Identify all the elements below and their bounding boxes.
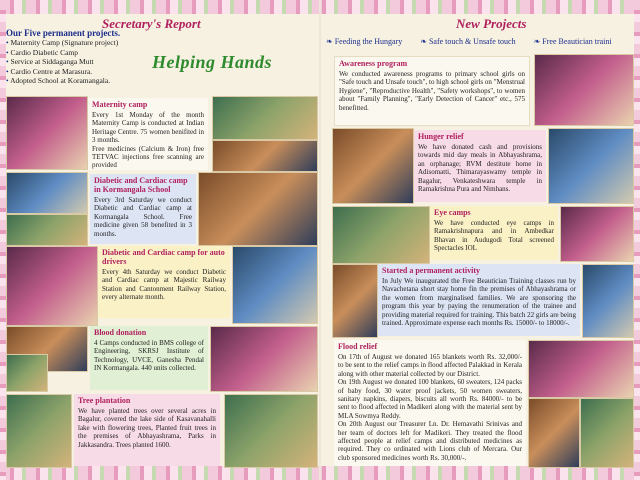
flood-relief-photo-1 [528,340,634,398]
block-text: We have conducted eye camps in Ramakrishnapura and in Ambedkar Bhavan in Audugodi Total screened Spectacles IOL [434,219,554,253]
awareness-program-block [334,56,530,126]
helping-hands-heading: Helping Hands [152,52,273,72]
tree-plantation-block [74,394,220,466]
blood-donation-block [90,326,208,390]
page-fold [319,0,321,480]
right-page [322,14,634,466]
list-item: • Service at Siddaganga Mutt [6,57,118,67]
maternity-photo-3 [212,140,318,172]
blood-donation-photo-2 [6,354,48,392]
block-text: We have donated cash and provisions towards mid day meals in Abhayashrama, an orphanage; RVM destitute home in Adisomatti, Thimarayaswamy temple in Bagalur, Venkateshwara temple in Ramakrishna Pura and Nimhans. [418,143,542,194]
floral-border-right [634,0,640,480]
tree-plantation-photo-1 [6,394,72,468]
block-text: On 17th of August we donated 165 blankets worth Rs. 32,000/- to be sent to the relief camps in flood affected Palakkad in Kerala along with other material collected by our District. On 19th August we donated 100 blankets, 60 sweaters, 124 packs of baby food, 30 water proof jackets, 50 women sweaters, sanitary napkins, diapers, biscuits all worth Rs. 84000/- to be sent to flood affected in Madikeri along with the material sent by MLA Sowmya Reddy. On 20th August our Treasurer Ln. Dr. Hemavathi Srinivas and her team of doctors left for Madikeri. They treated the flood affected people at relief camps and distributed medicines as required. They co ordinated with Lions club of Mercara. Our club sponsored medicines worth Rs. 30,000/-. [338,353,522,462]
hunger-relief-photo-1 [332,128,414,204]
block-text: We have planted trees over several acres in Bagalur, covered the lake side of Kasavanahalli lake with flowering trees, Planted fruit trees in the premises of Abhayashrama, Parks in Jakkasandra. Trees planted 1600. [78,407,216,449]
tree-plantation-photo-2 [224,394,318,468]
block-title: Diabetic and Cardiac camp in Kormangala School [94,176,188,194]
eye-camps-photo-2 [560,206,634,262]
kormangala-photo-2 [6,214,88,246]
block-text: Every 3rd Saturday we conduct Diabetic and Cardiac camp at Kormangala School. Free medicine given 58 benefited in 3 months. [94,196,192,238]
beautician-photo-1 [332,264,378,338]
secretary-report-title: Secretary's Report [102,16,201,31]
auto-drivers-camp-block [98,246,230,318]
block-title: Started a permanent activity [382,266,480,275]
block-title: Flood relief [338,342,378,351]
eye-camps-block [430,206,558,260]
block-text: Every 1st Monday of the month Maternity Camp is conducted at Indian Heritage Centre. 75 women benifited in 3 months. Free medicines (Calcium & Iron) free TETVAC injections free scanning are provided [92,111,204,170]
list-item: ❧ Free Beautician traini [533,37,612,46]
auto-drivers-photo-2 [232,246,318,324]
auto-drivers-photo-1 [6,246,98,326]
block-title: Hunger relief [418,132,464,141]
block-title: Maternity camp [92,100,148,109]
beautician-photo-2 [582,264,634,338]
list-item: • Cardio Diabetic Camp [6,48,118,58]
kormangala-camp-block [90,174,196,244]
block-text: 4 Camps conducted in BMS college of Engineering, SKRSJ Institute of Technology, UVCE, Ganesha Pendal IN Kormangala. 440 units collected. [94,339,204,373]
flood-relief-block [334,340,526,466]
list-item: ❧ Safe touch & Unsafe touch [420,37,516,46]
new-projects-title: New Projects [456,16,527,31]
list-item: ❧ Feeding the Hungary [326,37,403,46]
block-text: In July We inaugurated the Free Beautician Training classes run by Navachetana short stay home fin the premises of Abhayashrama or the women from marginalised families. We are sponsoring the program this year by paying the renumeration of the trainee and providing material required for training. This batch 22 girls are being trained. Approximate expense each months Rs. 15000/- to 18000/-. [382,277,576,328]
awareness-photo [534,54,634,126]
left-page [6,14,318,466]
eye-camps-photo-1 [332,206,430,264]
maternity-camp-block [88,98,208,170]
new-projects-list [326,37,628,46]
kormangala-photo-1 [6,172,88,214]
hunger-relief-block [414,130,546,202]
flood-relief-photo-3 [580,398,634,468]
block-text: Every 4th Saturday we conduct Diabetic and Cardiac camp at Majestic Railway Station and Cantonment Railway Station, every alternate month. [102,268,226,302]
list-item: • Maternity Camp (Signature project) [6,38,118,48]
hunger-relief-photo-2 [548,128,634,204]
block-title: Eye camps [434,208,471,217]
flood-relief-photo-2 [528,398,580,468]
block-title: Tree plantation [78,396,131,405]
block-text: We conducted awareness programs to primary school girls on "Safe touch and Unsafe touch", to high school girls on "Menstrual Hygiene", "Reproductive Health", "Safety workshops", to women about "Family Planning", "Early Detection of Cancer" etc., 575 benefitted. [339,70,525,112]
maternity-photo-1 [6,96,88,170]
block-title: Blood donation [94,328,147,337]
kormangala-photo-3 [198,172,318,246]
permanent-projects-title: Our Five permanent projects. [6,28,121,38]
permanent-projects-list [6,38,118,86]
list-item: • Adopted School at Koramangala. [6,76,118,86]
block-title: Diabetic and Cardiac camp for auto drivers [102,248,225,266]
list-item: • Cardio Centre at Marasura. [6,67,118,77]
block-title: Awareness program [339,59,408,68]
maternity-photo-2 [212,96,318,140]
blood-donation-photo-3 [210,326,318,392]
permanent-activity-block [378,264,580,336]
